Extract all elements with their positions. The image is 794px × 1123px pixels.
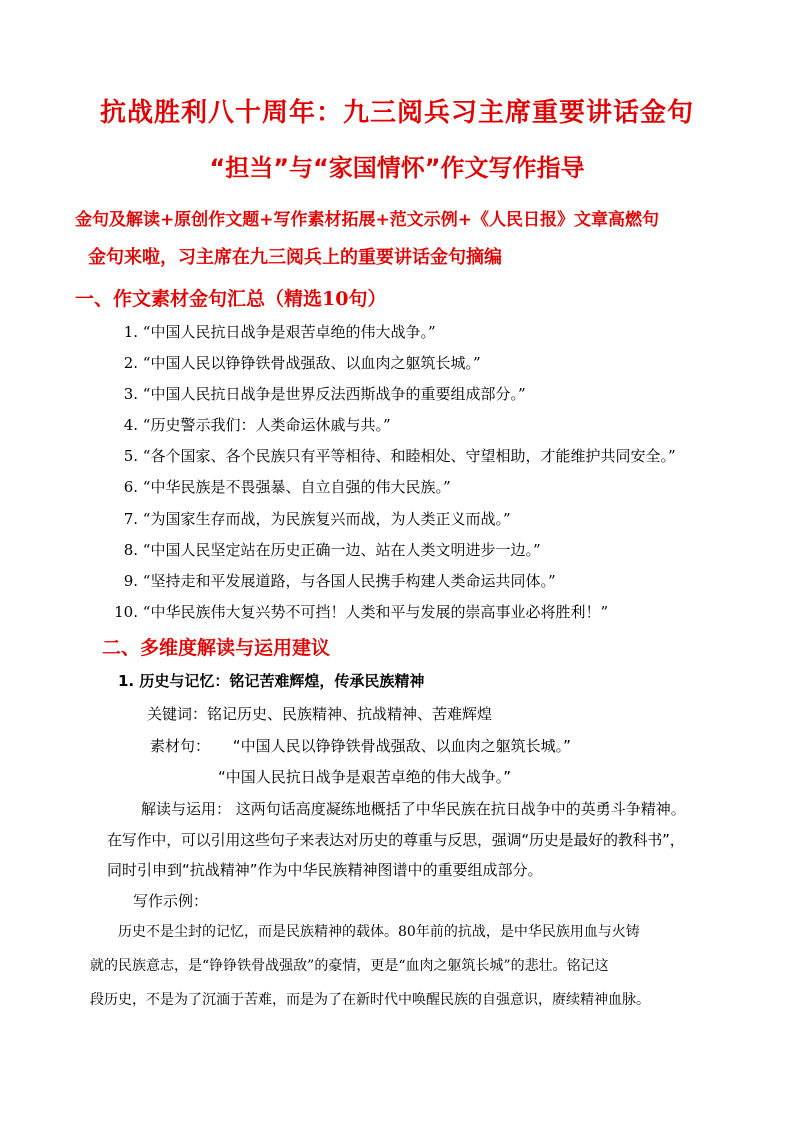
quote-item <box>112 414 391 435</box>
quote-text: “中华民族伟大复兴势不可挡！人类和平与发展的崇高事业必将胜利！” <box>142 603 609 621</box>
quote-number: 10. <box>114 603 138 621</box>
quote-number: 1. <box>123 323 138 341</box>
example-line-2: 就的民族意志，是“铮铮铁骨战强敌”的豪情，更是“血肉之躯筑长城”的悲壮。铭记这 <box>90 958 609 974</box>
material-label: 素材句： <box>150 737 211 755</box>
material-quote-2: “中国人民抗日战争是艰苦卓绝的伟大战争。” <box>218 768 512 786</box>
quote-number: 7. <box>123 510 138 528</box>
analysis-line-1: 解读与运用： 这两句话高度凝练地概括了中华民族在抗日战争中的英勇斗争精神。 <box>141 800 686 818</box>
quote-item <box>112 539 541 560</box>
quote-number: 3. <box>123 385 138 403</box>
quote-number: 9. <box>123 572 138 590</box>
material-line <box>150 735 571 756</box>
quote-item <box>104 601 608 622</box>
section-1-heading: 一、作文素材金句汇总（精选10句） <box>75 288 387 310</box>
quote-text: “中国人民抗日战争是世界反法西斯战争的重要组成部分。” <box>142 385 526 403</box>
quote-number: 4. <box>123 416 138 434</box>
quote-text: “为国家生存而战，为民族复兴而战，为人类正义而战。” <box>142 510 511 528</box>
example-line-1: 历史不是尘封的记忆，而是民族精神的载体。80年前的抗战，是中华民族用血与火铸 <box>118 924 640 940</box>
quote-item <box>112 508 511 529</box>
intro-line: 金句来啦，习主席在九三阅兵上的重要讲话金句摘编 <box>88 247 502 268</box>
example-label: 写作示例： <box>133 892 209 910</box>
quote-number: 6. <box>123 478 138 496</box>
example-line-3: 段历史，不是为了沉湎于苦难，而是为了在新时代中唤醒民族的自强意识，赓续精神血脉。 <box>90 992 650 1008</box>
quote-item <box>112 445 676 466</box>
quote-item <box>112 352 481 373</box>
quote-text: “中华民族是不畏强暴、自立自强的伟大民族。” <box>142 478 451 496</box>
quote-text: “中国人民以铮铮铁骨战强敌、以血肉之躯筑长城。” <box>142 354 481 372</box>
material-quote-1: “中国人民以铮铮铁骨战强敌、以血肉之躯筑长城。” <box>232 737 571 755</box>
section-2-heading: 二、多维度解读与运用建议 <box>102 637 331 659</box>
keywords-line: 关键词：铭记历史、民族精神、抗战精神、苦难辉煌 <box>147 705 493 723</box>
quote-text: “历史警示我们：人类命运休戚与共。” <box>142 416 391 434</box>
quote-text: “各个国家、各个民族只有平等相待、和睦相处、守望相助，才能维护共同安全。” <box>142 447 676 465</box>
document-subtitle-heading: “担当”与“家国情怀”作文写作指导 <box>209 154 585 182</box>
quote-number: 8. <box>123 541 138 559</box>
analysis-line-3: 同时引申到“抗战精神”作为中华民族精神图谱中的重要组成部分。 <box>107 861 543 879</box>
quote-text: “坚持走和平发展道路，与各国人民携手构建人类命运共同体。” <box>142 572 556 590</box>
quote-text: “中国人民抗日战争是艰苦卓绝的伟大战争。” <box>142 323 436 341</box>
quote-text: “中国人民坚定站在历史正确一边、站在人类文明进步一边。” <box>142 541 541 559</box>
document-title: 抗战胜利八十周年：九三阅兵习主席重要讲话金句 <box>99 98 694 128</box>
analysis-line-2: 在写作中，可以引用这些句子来表达对历史的尊重与反思，强调“历史是最好的教科书”， <box>107 831 685 849</box>
quote-item <box>112 476 451 497</box>
content-overview: 金句及解读+原创作文题+写作素材拓展+范文示例+《人民日报》文章高燃句 <box>75 210 659 230</box>
quote-number: 5. <box>123 447 138 465</box>
quote-item <box>112 570 556 591</box>
subsection-1-heading: 1. 历史与记忆：铭记苦难辉煌，传承民族精神 <box>118 672 425 690</box>
quote-item <box>112 321 436 342</box>
quote-number: 2. <box>123 354 138 372</box>
quote-item <box>112 383 526 404</box>
